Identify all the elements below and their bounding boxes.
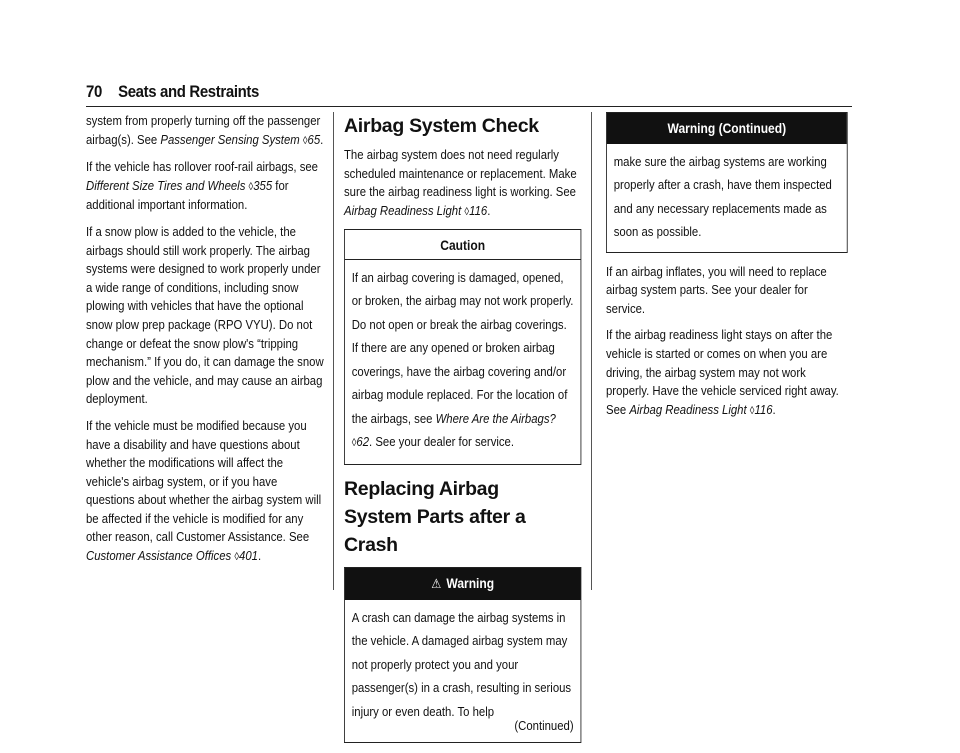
- warning-continued-body: make sure the airbag systems are working properly after a crash, have them inspected and any necessary replacements made as soon as possible.: [613, 153, 832, 240]
- page-header: [86, 82, 259, 102]
- page-number: 70: [86, 82, 102, 101]
- page-reference-icon: ◊: [234, 551, 240, 564]
- paragraph: If the airbag readiness light stays on after the vehicle is started or comes on when you are driving, the airbag system may not work properly. Have the vehicle serviced right away. See Airbag Readiness Light ◊116.: [606, 327, 839, 417]
- column-3: [606, 112, 887, 428]
- page-reference-icon: ◊: [248, 180, 254, 193]
- heading-replacing-airbag-parts: Replacing Airbag System Parts after a Crash: [344, 477, 526, 556]
- caution-title: Caution: [345, 230, 581, 260]
- header-rule: [86, 106, 852, 107]
- page-reference-icon: ◊: [464, 205, 470, 218]
- column-2: [344, 112, 620, 753]
- link-airbag-readiness-light[interactable]: Airbag Readiness Light: [344, 202, 462, 218]
- column-1: [86, 112, 367, 575]
- continued-label: (Continued): [514, 718, 574, 734]
- warning-body: A crash can damage the airbag systems in the vehicle. A damaged airbag system may not properly protect you and your passenger(s) in a crash, resulting in serious injury or even death. To help (Continued): [351, 609, 574, 734]
- paragraph: If an airbag inflates, you will need to replace airbag system parts. See your dealer for service.: [606, 263, 827, 316]
- paragraph: If the vehicle has rollover roof-rail airbags, see Different Size Tires and Wheels ◊355 for additional important information.: [86, 159, 318, 213]
- paragraph: system from properly turning off the passenger airbag(s). See Passenger Sensing System ◊65.: [86, 113, 324, 147]
- paragraph: If the vehicle must be modified because you have a disability and have questions about whether the modifications will affect the vehicle's airbag system, or if you have questions about whether the airbag system will be affected if the vehicle is modified for any other reason, call Customer Assistance. See Customer Assistance Offices ◊401.: [86, 417, 322, 564]
- link-different-size-tires[interactable]: Different Size Tires and Wheels: [86, 177, 246, 193]
- link-airbag-readiness-light[interactable]: Airbag Readiness Light: [629, 401, 747, 417]
- caution-body: If an airbag covering is damaged, opened, or broken, the airbag may not work properly. Do not open or break the airbag coverings. If there are any opened or broken airbag coverings, have the airbag covering and/or airbag module replaced. For the location of the airbags, see Where Are the Airbags? ◊62. See your dealer for service.: [351, 269, 574, 450]
- heading-airbag-system-check: Airbag System Check: [344, 115, 539, 137]
- warning-triangle-icon: ⚠: [431, 575, 442, 591]
- page-reference-icon: ◊: [749, 404, 755, 417]
- paragraph: If a snow plow is added to the vehicle, the airbags should still work properly. The airbag systems were designed to work properly under a wide range of conditions, including snow plowing with vehicles that have the optional snow plow prep package (RPO VYU). Do not change or defeat the snow plow's “tripping mechanism.” If you do, it can damage the snow plow and the vehicle, and may cause an airbag deployment.: [86, 223, 324, 407]
- warning-continued-box: [606, 112, 848, 253]
- warning-continued-title: Warning (Continued): [607, 113, 847, 144]
- warning-title: ⚠ Warning: [345, 568, 581, 600]
- paragraph: The airbag system does not need regularly scheduled maintenance or replacement. Make sure the airbag readiness light is working. See Airbag Readiness Light ◊116.: [344, 147, 577, 218]
- page-reference-icon: ◊: [302, 134, 308, 147]
- caution-box: [344, 229, 581, 465]
- page-reference-icon: ◊: [351, 437, 357, 450]
- section-title: Seats and Restraints: [118, 82, 260, 101]
- warning-box: [344, 567, 581, 743]
- link-customer-assistance-offices[interactable]: Customer Assistance Offices: [86, 548, 232, 564]
- link-passenger-sensing-system[interactable]: Passenger Sensing System: [160, 131, 300, 147]
- link-where-are-the-airbags[interactable]: Where Are the Airbags?: [435, 410, 556, 426]
